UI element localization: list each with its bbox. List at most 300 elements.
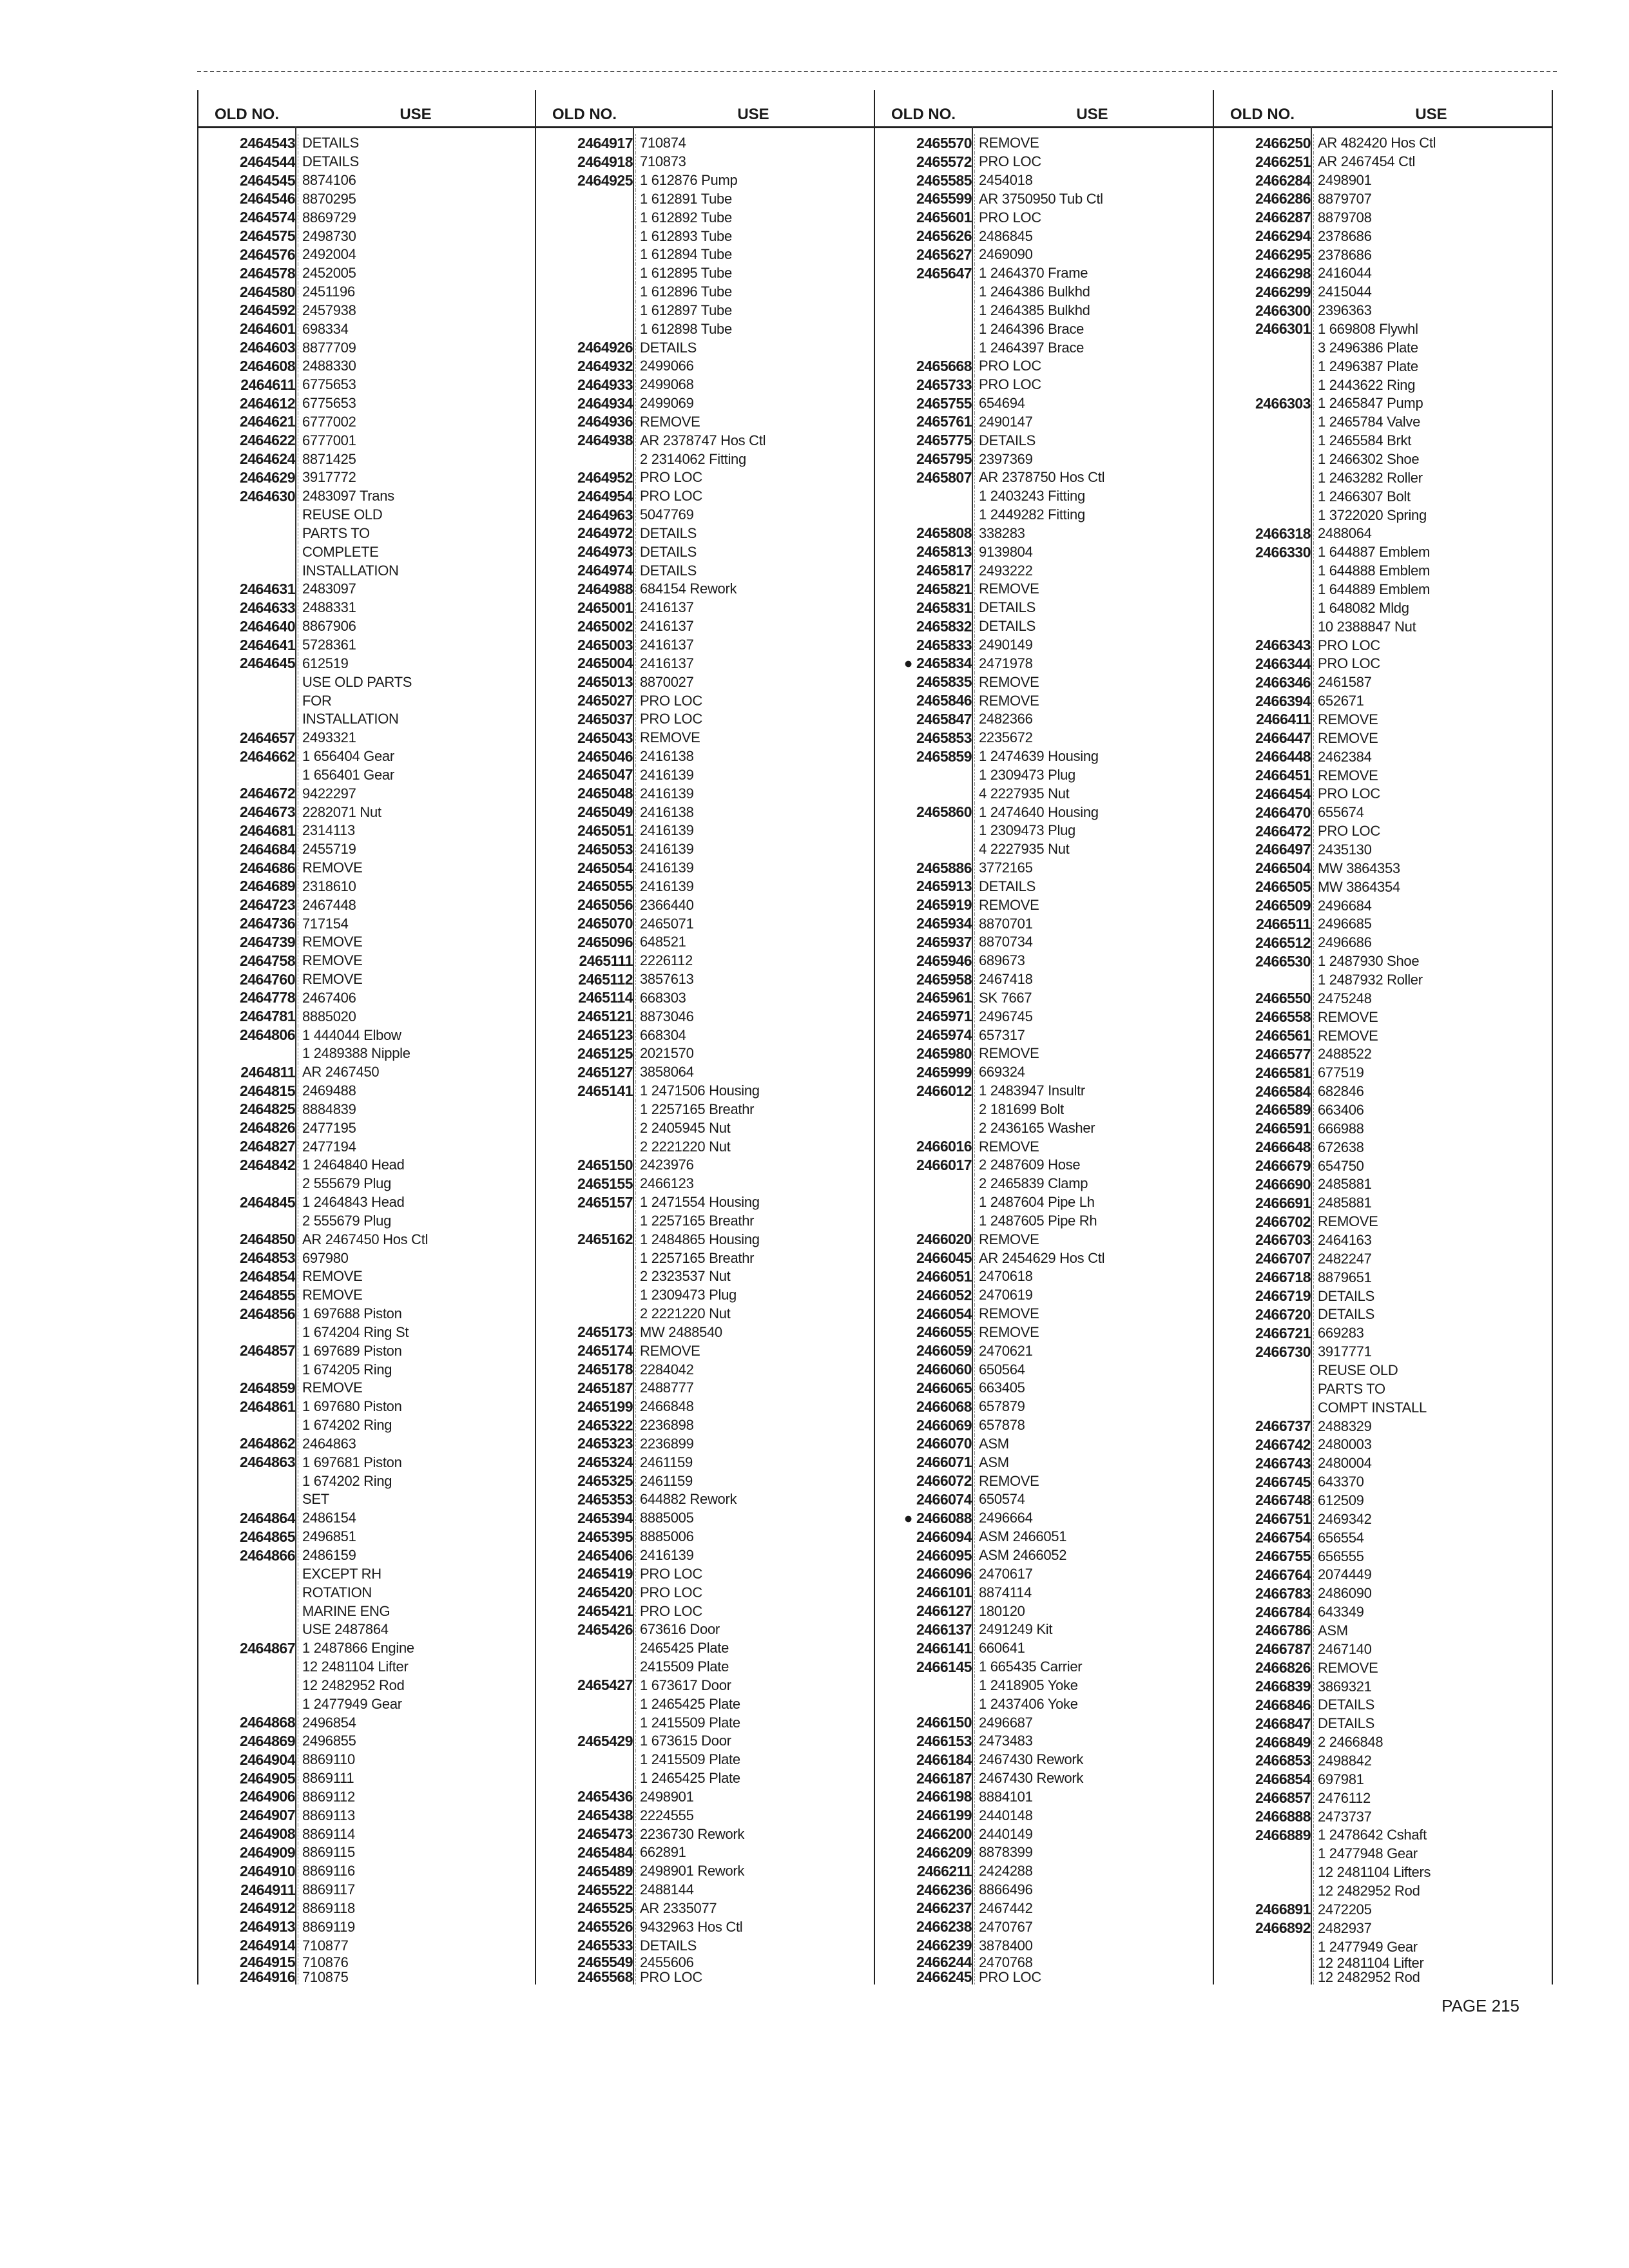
old-number: 2464906 bbox=[239, 1788, 295, 1805]
use-value: AR 2467450 Hos Ctl bbox=[298, 1230, 536, 1249]
old-number: 2464657 bbox=[239, 729, 295, 746]
use-value: DETAILS bbox=[298, 134, 536, 153]
use-value: 710873 bbox=[635, 153, 874, 171]
old-number: 2465833 bbox=[916, 636, 972, 653]
old-number: 2465173 bbox=[577, 1323, 633, 1341]
use-value: 1 674202 Ring bbox=[298, 1416, 536, 1435]
old-number: 2464933 bbox=[577, 376, 633, 393]
old-number: 2466784 bbox=[1255, 1603, 1311, 1620]
table-row bbox=[1214, 1101, 1552, 1120]
old-number: 2465157 bbox=[577, 1193, 633, 1211]
use-value: 657317 bbox=[974, 1026, 1213, 1044]
use-value: PRO LOC bbox=[635, 487, 874, 506]
old-number: 2464611 bbox=[240, 376, 295, 393]
old-number: 2466284 bbox=[1255, 171, 1311, 189]
old-number: 2464917 bbox=[577, 134, 633, 151]
table-row bbox=[198, 1881, 536, 1899]
old-number: 2466199 bbox=[916, 1807, 972, 1824]
use-value: 2 2436165 Washer bbox=[974, 1119, 1213, 1137]
old-number: 2465395 bbox=[577, 1528, 633, 1545]
use-value: 2424288 bbox=[974, 1862, 1213, 1881]
table-row bbox=[1214, 934, 1552, 952]
use-value: 1 612891 Tube bbox=[635, 190, 874, 209]
old-number: 2465934 bbox=[916, 915, 972, 932]
table-row bbox=[536, 691, 874, 710]
table-row bbox=[1214, 599, 1552, 617]
use-value: REMOVE bbox=[1313, 711, 1552, 729]
table-row bbox=[875, 153, 1213, 171]
old-number: 2464915 bbox=[239, 1955, 295, 1970]
use-value: 2469488 bbox=[298, 1082, 536, 1100]
use-value: 1 612895 Tube bbox=[635, 264, 874, 283]
old-number: 2466137 bbox=[916, 1620, 972, 1638]
table-row bbox=[536, 914, 874, 933]
table-row bbox=[875, 1751, 1213, 1769]
old-number: 2464640 bbox=[239, 617, 295, 635]
old-number: 2466020 bbox=[916, 1231, 972, 1248]
old-number: 2465141 bbox=[577, 1082, 633, 1099]
old-number: 2465150 bbox=[577, 1156, 633, 1173]
table-row bbox=[536, 134, 874, 153]
use-value: 2470617 bbox=[974, 1564, 1213, 1583]
table-row bbox=[536, 190, 874, 209]
use-value: 1 697688 Piston bbox=[298, 1305, 536, 1323]
old-number: 2466343 bbox=[1255, 637, 1311, 654]
old-number: 2466589 bbox=[1255, 1101, 1311, 1119]
old-number: 2466703 bbox=[1255, 1231, 1311, 1249]
table-row bbox=[536, 580, 874, 599]
use-value: 3857613 bbox=[635, 970, 874, 989]
table-row bbox=[536, 840, 874, 859]
table-row bbox=[536, 1063, 874, 1082]
table-row bbox=[875, 1398, 1213, 1416]
table-row bbox=[198, 1156, 536, 1175]
use-value: 2416137 bbox=[635, 599, 874, 617]
table-row bbox=[536, 1212, 874, 1231]
table-row bbox=[536, 1156, 874, 1175]
table-row bbox=[875, 283, 1213, 302]
use-value: 2496854 bbox=[298, 1713, 536, 1732]
table-row bbox=[1214, 1231, 1552, 1250]
table-row bbox=[198, 1583, 536, 1602]
old-number: 2466244 bbox=[916, 1955, 972, 1970]
old-number: 2466839 bbox=[1255, 1678, 1311, 1695]
old-number: 2465322 bbox=[577, 1416, 633, 1434]
use-value: PRO LOC bbox=[1313, 636, 1552, 655]
old-number: 2465436 bbox=[577, 1788, 633, 1805]
use-value: REMOVE bbox=[635, 413, 874, 432]
use-value: 2485881 bbox=[1313, 1175, 1552, 1194]
old-no-header: OLD NO. bbox=[1230, 106, 1295, 123]
old-number: 2465835 bbox=[916, 673, 972, 691]
use-value: REMOVE bbox=[974, 1137, 1213, 1156]
table-row bbox=[536, 1936, 874, 1955]
use-value: 2416139 bbox=[635, 784, 874, 803]
old-number: 2465054 bbox=[577, 859, 633, 876]
old-number: 2466743 bbox=[1255, 1454, 1311, 1472]
use-value: DETAILS bbox=[635, 543, 874, 561]
table-row bbox=[536, 1267, 874, 1286]
table-row bbox=[875, 1620, 1213, 1639]
old-number: 2464574 bbox=[239, 209, 295, 226]
table-row bbox=[198, 320, 536, 338]
table-row bbox=[875, 431, 1213, 450]
old-number: 2464854 bbox=[239, 1267, 295, 1285]
table-row bbox=[536, 1546, 874, 1565]
use-value: REMOVE bbox=[974, 134, 1213, 153]
use-value: 2477195 bbox=[298, 1119, 536, 1137]
table-row bbox=[198, 1658, 536, 1677]
table-row bbox=[875, 1881, 1213, 1899]
use-value: 2464163 bbox=[1313, 1231, 1552, 1250]
use-value: 2498901 bbox=[1313, 171, 1552, 190]
old-number: 2465155 bbox=[577, 1175, 633, 1192]
old-number: 2464954 bbox=[577, 487, 633, 505]
table-row bbox=[536, 1620, 874, 1639]
use-value: 8869115 bbox=[298, 1843, 536, 1862]
use-value: 2 2466848 bbox=[1313, 1733, 1552, 1752]
table-row bbox=[536, 450, 874, 468]
table-row bbox=[198, 1769, 536, 1788]
old-number: 2464580 bbox=[239, 283, 295, 300]
table-row bbox=[875, 1212, 1213, 1231]
old-number: 2466251 bbox=[1255, 153, 1311, 170]
table-row bbox=[198, 394, 536, 413]
use-value: PRO LOC bbox=[635, 691, 874, 710]
use-value: COMPLETE bbox=[298, 543, 536, 561]
old-number: 2465325 bbox=[577, 1472, 633, 1490]
table-row bbox=[198, 357, 536, 376]
old-number: 2465473 bbox=[577, 1825, 633, 1843]
table-row bbox=[198, 1472, 536, 1490]
table-row bbox=[198, 153, 536, 171]
use-value: DETAILS bbox=[974, 599, 1213, 617]
table-row bbox=[1214, 1752, 1552, 1771]
use-value: 1 2465847 Pump bbox=[1313, 394, 1552, 413]
use-value: 2466848 bbox=[635, 1398, 874, 1416]
old-number: 2464866 bbox=[239, 1546, 295, 1564]
table-row bbox=[1214, 878, 1552, 896]
old-number: 2466303 bbox=[1255, 394, 1311, 412]
use-value: MW 3864354 bbox=[1313, 878, 1552, 896]
table-row bbox=[875, 1917, 1213, 1936]
old-number: 2464645 bbox=[239, 655, 295, 672]
old-number: 2465187 bbox=[577, 1379, 633, 1396]
table-row bbox=[1214, 1473, 1552, 1492]
table-row bbox=[198, 636, 536, 655]
table-row bbox=[198, 1341, 536, 1360]
use-value: 3772165 bbox=[974, 859, 1213, 878]
old-number: 2465096 bbox=[577, 933, 633, 950]
use-value: 684154 Rework bbox=[635, 580, 874, 599]
table-row bbox=[1214, 171, 1552, 190]
old-number: 2465755 bbox=[916, 394, 972, 412]
table-row bbox=[198, 765, 536, 784]
use-value: 2482366 bbox=[974, 710, 1213, 729]
old-number: 2465002 bbox=[577, 617, 633, 635]
old-number: 2466755 bbox=[1255, 1548, 1311, 1565]
old-number: 2464912 bbox=[239, 1899, 295, 1917]
table-row bbox=[875, 264, 1213, 283]
old-number: 2465626 bbox=[916, 227, 972, 245]
old-number: 2466346 bbox=[1255, 673, 1311, 691]
old-number: 2465111 bbox=[579, 952, 633, 969]
old-number: 2465919 bbox=[916, 896, 972, 914]
old-number: 2465522 bbox=[577, 1881, 633, 1898]
table-row bbox=[1214, 432, 1552, 450]
old-number: 2465427 bbox=[577, 1677, 633, 1694]
old-number: 2464827 bbox=[239, 1138, 295, 1155]
old-number: 2464909 bbox=[239, 1843, 295, 1861]
old-number: 2466070 bbox=[916, 1435, 972, 1452]
rows bbox=[1214, 134, 1552, 1984]
old-number: 2465070 bbox=[577, 915, 633, 932]
old-number: 2466849 bbox=[1255, 1733, 1311, 1751]
old-number: 2465013 bbox=[577, 673, 633, 691]
table-row bbox=[1214, 524, 1552, 543]
old-number: 2466153 bbox=[916, 1732, 972, 1749]
old-number: 2464869 bbox=[239, 1732, 295, 1749]
use-value: 2226112 bbox=[635, 952, 874, 970]
use-value: 657878 bbox=[974, 1416, 1213, 1435]
use-value: 2470619 bbox=[974, 1286, 1213, 1305]
use-value: 1 644888 Emblem bbox=[1313, 562, 1552, 581]
use-value: PRO LOC bbox=[974, 376, 1213, 394]
old-number: 2465121 bbox=[577, 1008, 633, 1025]
old-number: 2466751 bbox=[1255, 1510, 1311, 1528]
table-row bbox=[875, 1175, 1213, 1193]
use-value: 8874106 bbox=[298, 171, 536, 190]
column-header bbox=[1214, 90, 1552, 128]
table-row bbox=[1214, 1398, 1552, 1417]
old-number: 2465419 bbox=[577, 1565, 633, 1582]
old-number: 2465601 bbox=[916, 209, 972, 226]
old-number: 2466055 bbox=[916, 1323, 972, 1341]
table-row bbox=[1214, 1287, 1552, 1305]
use-value: REMOVE bbox=[974, 691, 1213, 710]
use-value: 2435130 bbox=[1313, 841, 1552, 860]
use-value: AR 2454629 Hos Ctl bbox=[974, 1249, 1213, 1267]
table-row bbox=[198, 1676, 536, 1695]
use-value: 2467430 Rework bbox=[974, 1751, 1213, 1769]
use-value: 1 2487932 Roller bbox=[1313, 971, 1552, 990]
old-number: 2465847 bbox=[916, 710, 972, 727]
table-row bbox=[198, 431, 536, 450]
use-value: PRO LOC bbox=[635, 710, 874, 729]
old-number: 2464911 bbox=[240, 1881, 295, 1898]
use-header: USE bbox=[1415, 106, 1447, 123]
old-number: 2466558 bbox=[1255, 1008, 1311, 1026]
use-value: REMOVE bbox=[974, 580, 1213, 599]
old-number: 2465421 bbox=[577, 1602, 633, 1620]
table-row bbox=[875, 747, 1213, 766]
use-value: 710876 bbox=[298, 1955, 536, 1970]
use-value: 1 644889 Emblem bbox=[1313, 581, 1552, 599]
use-value: 655674 bbox=[1313, 803, 1552, 822]
use-value: 2466123 bbox=[635, 1175, 874, 1193]
use-value: 8874114 bbox=[974, 1583, 1213, 1602]
table-row bbox=[198, 1564, 536, 1583]
old-number: 2464612 bbox=[239, 394, 295, 412]
use-value: 2378686 bbox=[1313, 245, 1552, 264]
use-value: 9432963 Hos Ctl bbox=[635, 1917, 874, 1936]
use-value: DETAILS bbox=[974, 877, 1213, 896]
use-value: PRO LOC bbox=[1313, 655, 1552, 673]
old-number: 2464592 bbox=[239, 302, 295, 319]
old-number: 2466054 bbox=[916, 1305, 972, 1322]
use-value: 673616 Door bbox=[635, 1620, 874, 1639]
table-row bbox=[536, 617, 874, 636]
table-row bbox=[875, 1583, 1213, 1602]
use-value: 1 2463282 Roller bbox=[1313, 468, 1552, 487]
table-row bbox=[536, 302, 874, 320]
table-row bbox=[198, 1899, 536, 1917]
table-row bbox=[536, 1379, 874, 1398]
use-value: 2488330 bbox=[298, 357, 536, 376]
use-value: 2493222 bbox=[974, 561, 1213, 580]
use-value: SET bbox=[298, 1490, 536, 1509]
use-value: 8879707 bbox=[1313, 190, 1552, 209]
old-number: 2464904 bbox=[239, 1751, 295, 1768]
use-value: DETAILS bbox=[974, 617, 1213, 636]
old-number: 2464631 bbox=[239, 580, 295, 597]
old-number: 2465406 bbox=[577, 1546, 633, 1564]
table-row bbox=[536, 1453, 874, 1472]
use-value: 1 2474640 Housing bbox=[974, 803, 1213, 822]
table-row bbox=[1214, 617, 1552, 636]
use-value: 1 612894 Tube bbox=[635, 245, 874, 264]
old-number: 2464576 bbox=[239, 245, 295, 263]
table-row bbox=[198, 877, 536, 896]
table-row bbox=[875, 1806, 1213, 1825]
table-row bbox=[1214, 1082, 1552, 1101]
old-number: 2465047 bbox=[577, 766, 633, 783]
table-row bbox=[536, 1602, 874, 1620]
table-row bbox=[875, 952, 1213, 970]
old-number: 2465429 bbox=[577, 1732, 633, 1749]
table-row bbox=[875, 1658, 1213, 1677]
table-row bbox=[875, 413, 1213, 432]
use-value: AR 482420 Hos Ctl bbox=[1313, 134, 1552, 153]
use-value: 8885020 bbox=[298, 1007, 536, 1026]
use-value: 2482937 bbox=[1313, 1919, 1552, 1937]
table-row bbox=[1214, 822, 1552, 841]
old-no-header: OLD NO. bbox=[891, 106, 956, 123]
table-row bbox=[1214, 1510, 1552, 1528]
rows bbox=[536, 134, 874, 1984]
table-row bbox=[875, 1435, 1213, 1454]
use-value: 3917772 bbox=[298, 468, 536, 487]
use-value: 2 2221220 Nut bbox=[635, 1305, 874, 1323]
use-value: 1 674205 Ring bbox=[298, 1360, 536, 1379]
old-number: 2466857 bbox=[1255, 1789, 1311, 1807]
use-header: USE bbox=[737, 106, 769, 123]
use-value: 2 2323537 Nut bbox=[635, 1267, 874, 1286]
use-value: REMOVE bbox=[1313, 1658, 1552, 1677]
use-value: 2499068 bbox=[635, 376, 874, 394]
use-value: 1 612892 Tube bbox=[635, 208, 874, 227]
old-number: 2465027 bbox=[577, 692, 633, 709]
old-number: 2466209 bbox=[916, 1843, 972, 1861]
old-number: 2466509 bbox=[1255, 897, 1311, 914]
old-number: 2464684 bbox=[239, 840, 295, 858]
use-value: 1 2309473 Plug bbox=[635, 1286, 874, 1305]
use-value: 1 644887 Emblem bbox=[1313, 543, 1552, 562]
use-value: 668303 bbox=[635, 988, 874, 1007]
old-number: 2464672 bbox=[239, 785, 295, 802]
use-value: REMOVE bbox=[974, 1472, 1213, 1490]
old-number: 2465937 bbox=[916, 933, 972, 950]
table-row bbox=[198, 134, 536, 153]
table-row bbox=[198, 822, 536, 840]
table-row bbox=[875, 190, 1213, 209]
use-value: 12 2482952 Rod bbox=[1313, 1970, 1552, 1984]
table-row bbox=[1214, 1175, 1552, 1194]
old-number: 2466016 bbox=[916, 1138, 972, 1155]
use-value: 2416139 bbox=[635, 822, 874, 840]
old-number: 2465817 bbox=[916, 562, 972, 579]
use-value: 1 2465584 Brkt bbox=[1313, 432, 1552, 450]
use-value: 1 2437406 Yoke bbox=[974, 1695, 1213, 1713]
table-row bbox=[1214, 1677, 1552, 1696]
table-row bbox=[198, 1936, 536, 1955]
table-row bbox=[875, 896, 1213, 914]
use-value: PRO LOC bbox=[635, 1564, 874, 1583]
table-row bbox=[536, 673, 874, 691]
table-row bbox=[198, 1323, 536, 1342]
table-row bbox=[1214, 487, 1552, 506]
table-row bbox=[198, 1416, 536, 1435]
old-number: 2464926 bbox=[577, 339, 633, 356]
table-row bbox=[198, 1843, 536, 1862]
use-value: 2 555679 Plug bbox=[298, 1175, 536, 1193]
old-number: 2464864 bbox=[239, 1509, 295, 1526]
table-row bbox=[198, 1249, 536, 1267]
use-value: 2074449 bbox=[1313, 1566, 1552, 1584]
use-value: 1 2474639 Housing bbox=[974, 747, 1213, 766]
old-number: 2465353 bbox=[577, 1490, 633, 1508]
use-value: 2492004 bbox=[298, 245, 536, 264]
table-row bbox=[198, 1212, 536, 1231]
old-number: 2465055 bbox=[577, 878, 633, 895]
table-row bbox=[198, 1435, 536, 1454]
old-number: 2465484 bbox=[577, 1843, 633, 1861]
use-value: REMOVE bbox=[974, 1323, 1213, 1342]
table-row bbox=[198, 245, 536, 264]
use-value: 2416137 bbox=[635, 654, 874, 673]
use-value: PRO LOC bbox=[1313, 822, 1552, 841]
use-value: 8870027 bbox=[635, 673, 874, 691]
use-value: 2496664 bbox=[974, 1509, 1213, 1528]
table-row bbox=[1214, 1733, 1552, 1752]
column-4 bbox=[1213, 90, 1553, 1984]
old-number: 2465037 bbox=[577, 710, 633, 727]
use-value: 2461587 bbox=[1313, 673, 1552, 692]
table-row bbox=[875, 1416, 1213, 1435]
old-number: 2464857 bbox=[239, 1342, 295, 1360]
table-row bbox=[536, 803, 874, 822]
use-value: 660641 bbox=[974, 1639, 1213, 1658]
table-row bbox=[1214, 153, 1552, 171]
old-number: 2464868 bbox=[239, 1714, 295, 1731]
table-row bbox=[198, 691, 536, 710]
use-value: 2488329 bbox=[1313, 1417, 1552, 1436]
use-value: AR 2378750 Hos Ctl bbox=[974, 468, 1213, 487]
table-row bbox=[1214, 655, 1552, 673]
table-row bbox=[1214, 636, 1552, 655]
table-row bbox=[536, 1862, 874, 1881]
old-number: 2465489 bbox=[577, 1862, 633, 1879]
